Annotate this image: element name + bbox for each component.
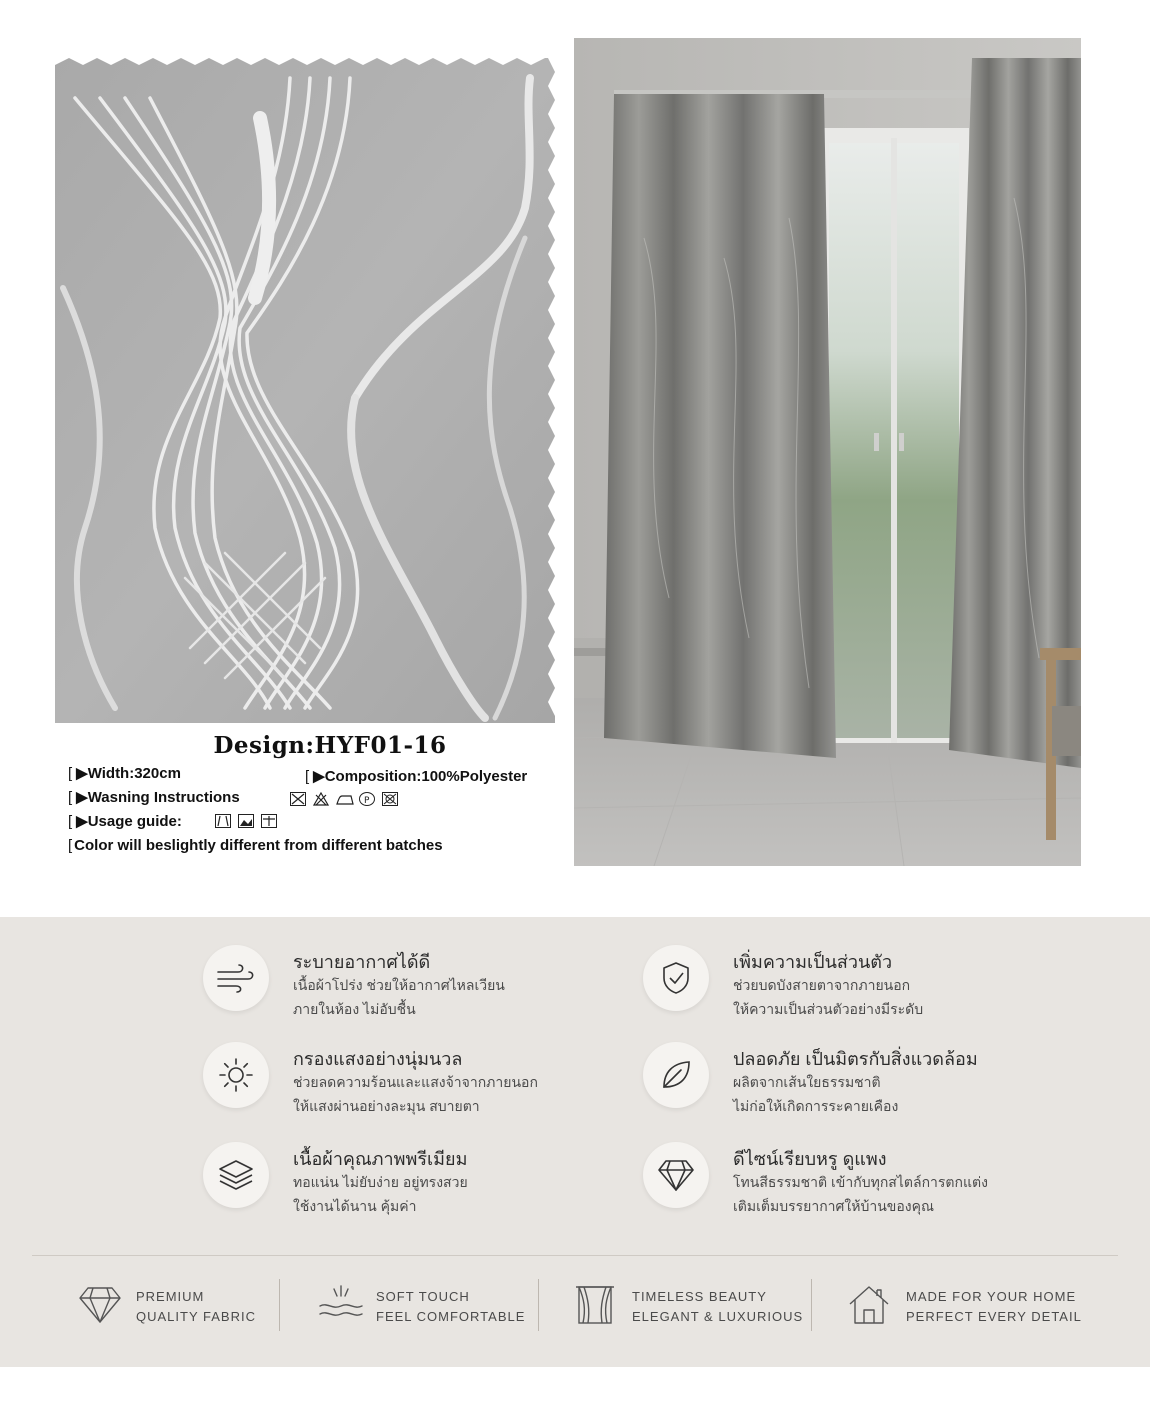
- soft-waves-icon: [318, 1284, 364, 1324]
- feature-eco-safe: [643, 1042, 1083, 1132]
- usage-spec: [68, 812, 182, 830]
- washing-label: ▶Wasning Instructions: [76, 789, 240, 806]
- feature-privacy: [643, 945, 1083, 1035]
- gift-icon: [261, 814, 277, 828]
- bracket-mark: [: [68, 837, 73, 854]
- badge-line2: FEEL COMFORTABLE: [376, 1309, 526, 1324]
- feature-icon-circle: [203, 1142, 269, 1208]
- feature-desc-line2: ไม่ก่อให้เกิดการระคายเคือง: [733, 1098, 899, 1114]
- bracket-mark: [: [305, 768, 310, 785]
- layers-icon: [217, 1158, 255, 1192]
- width-spec: [68, 764, 181, 782]
- diamond-icon: [657, 1158, 695, 1192]
- section-divider: [32, 1255, 1118, 1256]
- window-icon: [215, 814, 231, 828]
- house-icon: [848, 1284, 890, 1326]
- feature-desc-line2: ภายในห้อง ไม่อับชื้น: [293, 1001, 416, 1017]
- badge-text: [376, 1287, 525, 1327]
- svg-text:P: P: [364, 796, 370, 805]
- no-bleach-icon: [313, 792, 329, 806]
- feature-title: เพิ่มความเป็นส่วนตัว: [733, 952, 893, 972]
- feature-icon-circle: [203, 1042, 269, 1108]
- usage-symbols: [215, 814, 277, 828]
- badge-line1: TIMELESS BEAUTY: [632, 1289, 767, 1304]
- feature-desc-line2: ให้ความเป็นส่วนตัวอย่างมีระดับ: [733, 1001, 924, 1017]
- feature-icon-circle: [203, 945, 269, 1011]
- composition-label: ▶Composition:100%Polyester: [313, 768, 528, 785]
- feature-desc-line1: ช่วยบดบังสายตาจากภายนอก: [733, 977, 911, 993]
- badge-line2: PERFECT EVERY DETAIL: [906, 1309, 1082, 1324]
- feature-ventilation: [203, 945, 643, 1035]
- room-scene-image: [574, 38, 1081, 866]
- feature-icon-circle: [643, 945, 709, 1011]
- care-symbols: [290, 792, 398, 806]
- washing-spec: [68, 788, 240, 806]
- width-label: ▶Width:320cm: [76, 765, 181, 782]
- feature-title: ระบายอากาศได้ดี: [293, 952, 431, 972]
- sun-icon: [218, 1057, 254, 1093]
- feature-desc-line1: ช่วยลดความร้อนและแสงจ้าจากภายนอก: [293, 1074, 538, 1090]
- no-wash-icon: [290, 792, 306, 806]
- features-panel: [0, 917, 1150, 1367]
- badge-separator: [279, 1279, 280, 1331]
- composition-spec: [305, 767, 527, 785]
- picture-icon: [238, 814, 254, 828]
- badge-line2: QUALITY FABRIC: [136, 1309, 256, 1324]
- badge-line2: ELEGANT & LUXURIOUS: [632, 1309, 804, 1324]
- feature-premium-fabric: [203, 1142, 643, 1232]
- no-tumble-dry-icon: [382, 792, 398, 806]
- feature-title: ดีไซน์เรียบหรู ดูแพง: [733, 1149, 887, 1169]
- badge-line1: SOFT TOUCH: [376, 1289, 470, 1304]
- feature-light-filter: [203, 1042, 643, 1132]
- diamond-outline-icon: [78, 1284, 122, 1324]
- fabric-swatch: [55, 58, 555, 723]
- badge-text: [136, 1287, 256, 1327]
- badge-text: [632, 1287, 803, 1327]
- feature-desc-line1: ผลิตจากเส้นใยธรรมชาติ: [733, 1074, 881, 1090]
- batch-note: [68, 837, 443, 854]
- feature-desc-line1: โทนสีธรรมชาติ เข้ากับทุกสไตล์การตกแต่ง: [733, 1174, 988, 1190]
- usage-label: ▶Usage guide:: [76, 813, 182, 830]
- badge-separator: [538, 1279, 539, 1331]
- feature-desc-line2: ให้แสงผ่านอย่างละมุน สบายตา: [293, 1098, 480, 1114]
- feature-desc-line1: เนื้อผ้าโปร่ง ช่วยให้อากาศไหลเวียน: [293, 977, 505, 993]
- feature-desc-line1: ทอแน่น ไม่ยับง่าย อยู่ทรงสวย: [293, 1174, 468, 1190]
- feature-desc-line2: เติมเต็มบรรยากาศให้บ้านของคุณ: [733, 1198, 934, 1214]
- design-code: Design:HYF01-16: [213, 732, 447, 759]
- bracket-mark: [: [68, 765, 73, 782]
- swatch-pattern-image: [55, 58, 555, 723]
- wind-icon: [216, 963, 256, 993]
- feature-desc-line2: ใช้งานได้นาน คุ้มค่า: [293, 1198, 417, 1214]
- feature-title: กรองแสงอย่างนุ่มนวล: [293, 1049, 463, 1069]
- iron-icon: [336, 792, 352, 806]
- dry-clean-icon: [359, 792, 375, 806]
- curtain-icon: [574, 1284, 616, 1326]
- batch-note-text: Color will beslightly different from different batches: [74, 837, 443, 854]
- badge-line1: MADE FOR YOUR HOME: [906, 1289, 1077, 1304]
- feature-icon-circle: [643, 1142, 709, 1208]
- leaf-icon: [659, 1058, 693, 1092]
- feature-title: ปลอดภัย เป็นมิตรกับสิ่งแวดล้อม: [733, 1049, 978, 1069]
- badge-text: [906, 1287, 1082, 1327]
- shield-check-icon: [661, 961, 691, 995]
- bracket-mark: [: [68, 789, 73, 806]
- curtain-room-photo: [574, 38, 1081, 866]
- badge-line1: PREMIUM: [136, 1289, 205, 1304]
- feature-title: เนื้อผ้าคุณภาพพรีเมียม: [293, 1149, 468, 1169]
- bracket-mark: [: [68, 813, 73, 830]
- feature-luxury-design: [643, 1142, 1083, 1232]
- badge-separator: [811, 1279, 812, 1331]
- feature-icon-circle: [643, 1042, 709, 1108]
